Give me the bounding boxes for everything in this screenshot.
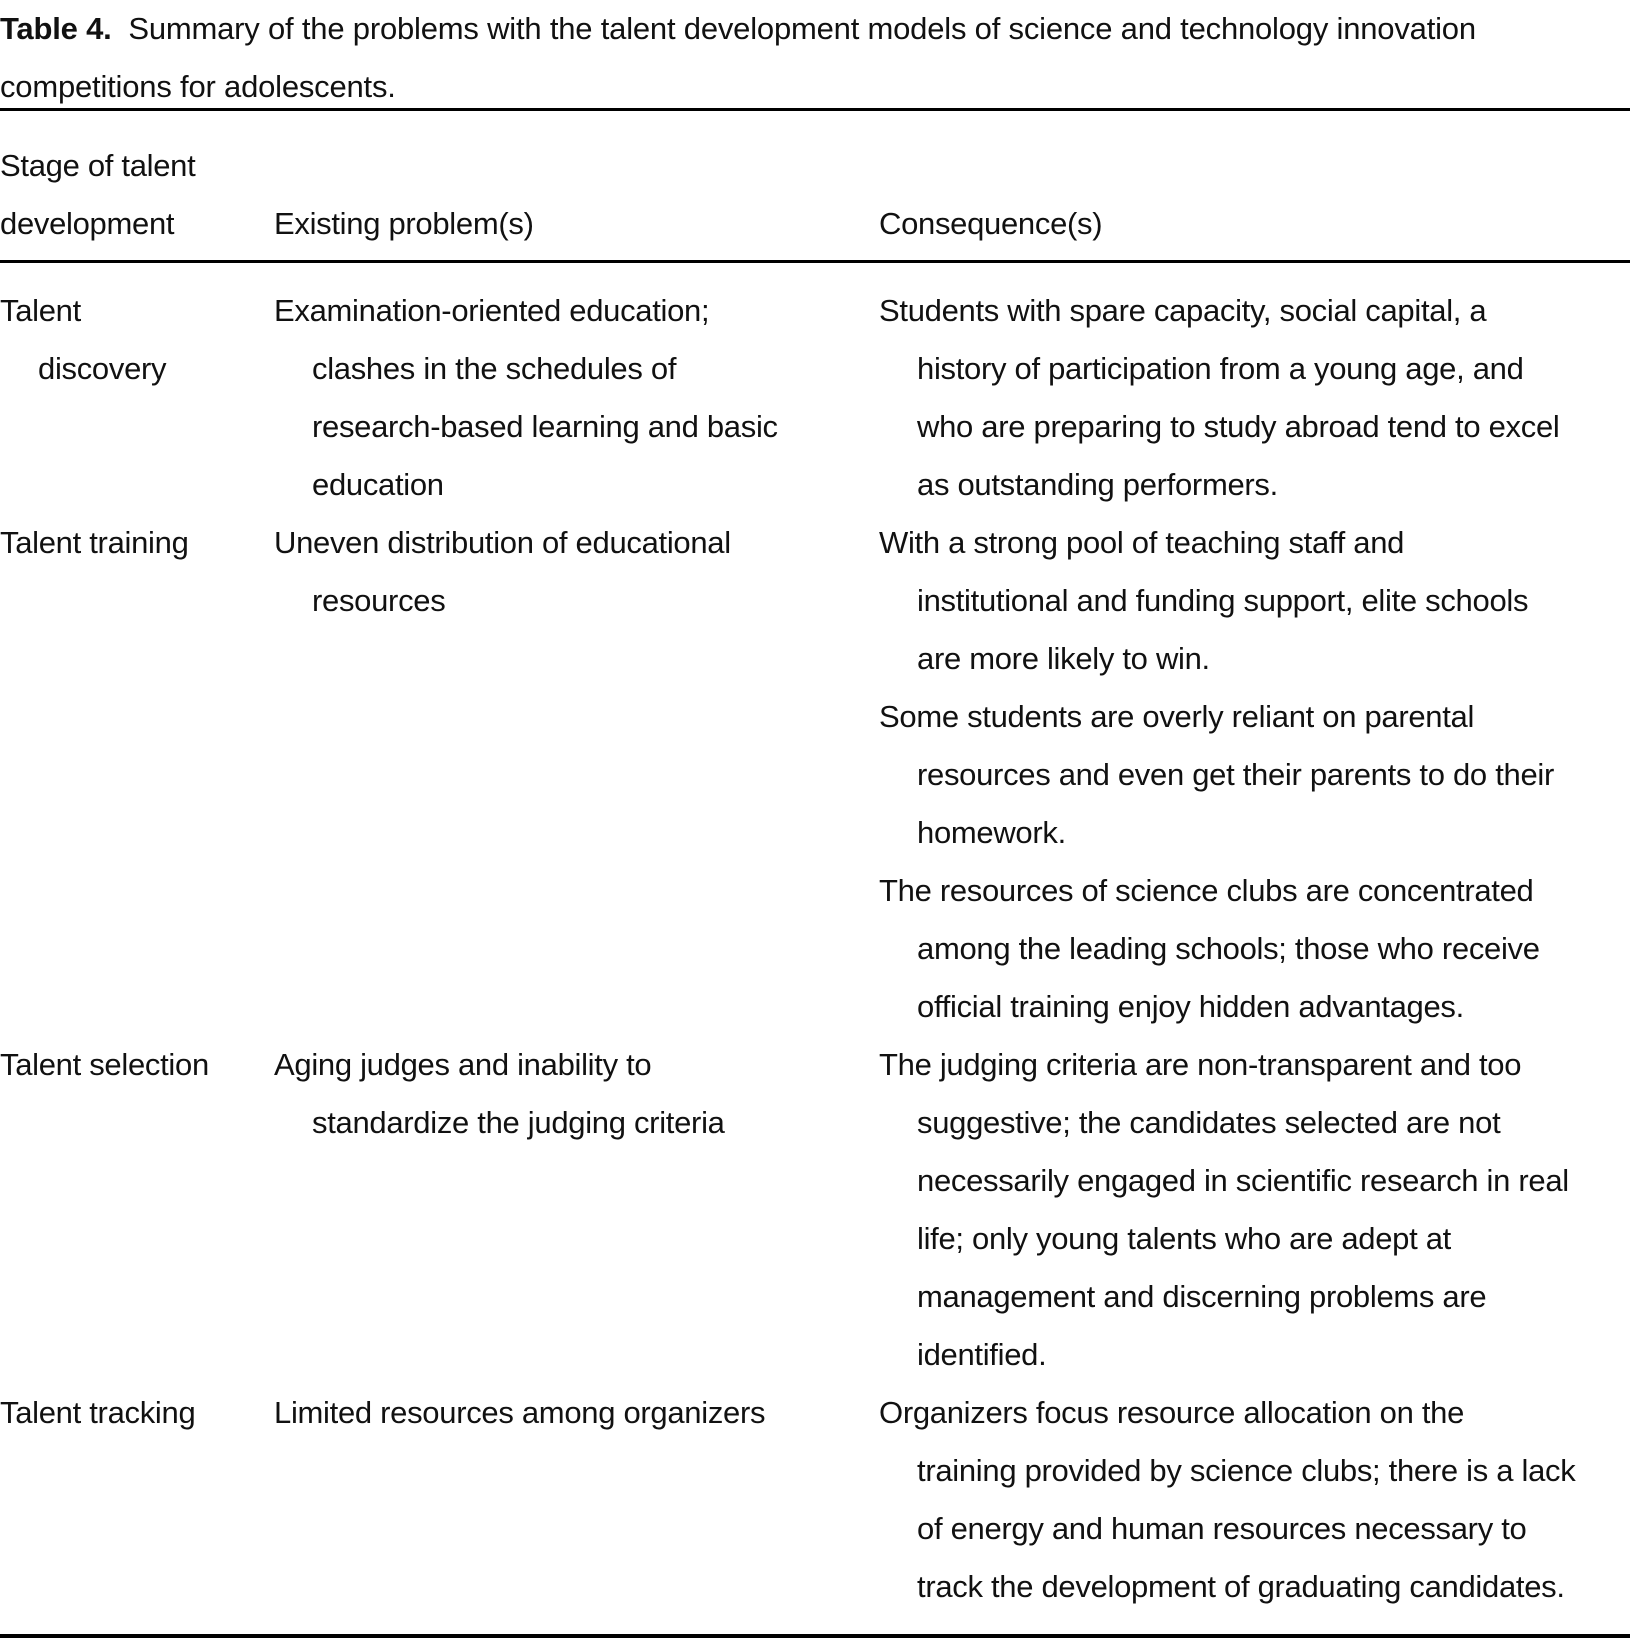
header-problem: Existing problem(s) — [274, 206, 534, 241]
cell-line: Organizers focus resource allocation on the — [879, 1395, 1465, 1430]
row-consequence — [879, 1036, 1569, 1384]
cell-line: suggestive; the candidates selected are not — [917, 1105, 1501, 1140]
cell-line: training provided by science clubs; there is a lack — [917, 1453, 1576, 1488]
row-stage — [0, 1384, 195, 1442]
cell-line: resources — [312, 583, 446, 618]
caption-text-line2: competitions for adolescents. — [0, 69, 396, 104]
cell-line: as outstanding performers. — [917, 467, 1278, 502]
cell-line: standardize the judging criteria — [312, 1105, 725, 1140]
row-problem — [274, 1036, 725, 1152]
cell-line: management and discerning problems are — [917, 1279, 1487, 1314]
cell-line: The resources of science clubs are concentrated — [879, 873, 1534, 908]
header-stage-line: development — [0, 206, 175, 241]
cell-line: Limited resources among organizers — [274, 1395, 766, 1430]
cell-line: identified. — [917, 1337, 1047, 1372]
table-label: Table 4. — [0, 11, 112, 46]
top-rule — [0, 108, 1630, 111]
cell-line: among the leading schools; those who receive — [917, 931, 1540, 966]
cell-line: Talent training — [0, 525, 189, 560]
row-problem — [274, 514, 731, 630]
cell-line: necessarily engaged in scientific research in real — [917, 1163, 1569, 1198]
cell-line: education — [312, 467, 444, 502]
cell-line: homework. — [917, 815, 1066, 850]
cell-line: track the development of graduating candidates. — [917, 1569, 1565, 1604]
row-consequence — [879, 1384, 1575, 1616]
table-caption — [0, 0, 1628, 116]
row-consequence — [879, 282, 1560, 514]
cell-line: The judging criteria are non-transparent and too — [879, 1047, 1522, 1082]
cell-line: resources and even get their parents to do their — [917, 757, 1554, 792]
row-stage — [0, 282, 166, 398]
cell-line: Aging judges and inability to — [274, 1047, 652, 1082]
cell-line: life; only young talents who are adept at — [917, 1221, 1451, 1256]
row-stage — [0, 514, 189, 572]
cell-line: Students with spare capacity, social capital, a — [879, 293, 1487, 328]
row-stage — [0, 1036, 209, 1094]
row-problem — [274, 1384, 765, 1442]
cell-line: Talent selection — [0, 1047, 209, 1082]
row-consequence — [879, 514, 1554, 1036]
row-problem — [274, 282, 778, 514]
cell-line: history of participation from a young age, and — [917, 351, 1524, 386]
caption-text-line1: Summary of the problems with the talent development models of science and technology innovation — [128, 11, 1476, 46]
header-stage-line: Stage of talent — [0, 148, 196, 183]
cell-line: research-based learning and basic — [312, 409, 778, 444]
header-stage — [0, 137, 195, 253]
cell-line: official training enjoy hidden advantages. — [917, 989, 1464, 1024]
cell-line: are more likely to win. — [917, 641, 1210, 676]
header-consequence: Consequence(s) — [879, 206, 1103, 241]
header-rule — [0, 260, 1630, 263]
cell-line: clashes in the schedules of — [312, 351, 677, 386]
cell-line: Some students are overly reliant on parental — [879, 699, 1475, 734]
cell-line: discovery — [38, 351, 167, 386]
cell-line: who are preparing to study abroad tend to excel — [917, 409, 1560, 444]
cell-line: of energy and human resources necessary to — [917, 1511, 1527, 1546]
cell-line: Examination-oriented education; — [274, 293, 710, 328]
cell-line: institutional and funding support, elite schools — [917, 583, 1529, 618]
cell-line: Talent tracking — [0, 1395, 196, 1430]
bottom-rule — [0, 1634, 1630, 1638]
cell-line: Uneven distribution of educational — [274, 525, 731, 560]
cell-line: With a strong pool of teaching staff and — [879, 525, 1405, 560]
cell-line: Talent — [0, 293, 81, 328]
